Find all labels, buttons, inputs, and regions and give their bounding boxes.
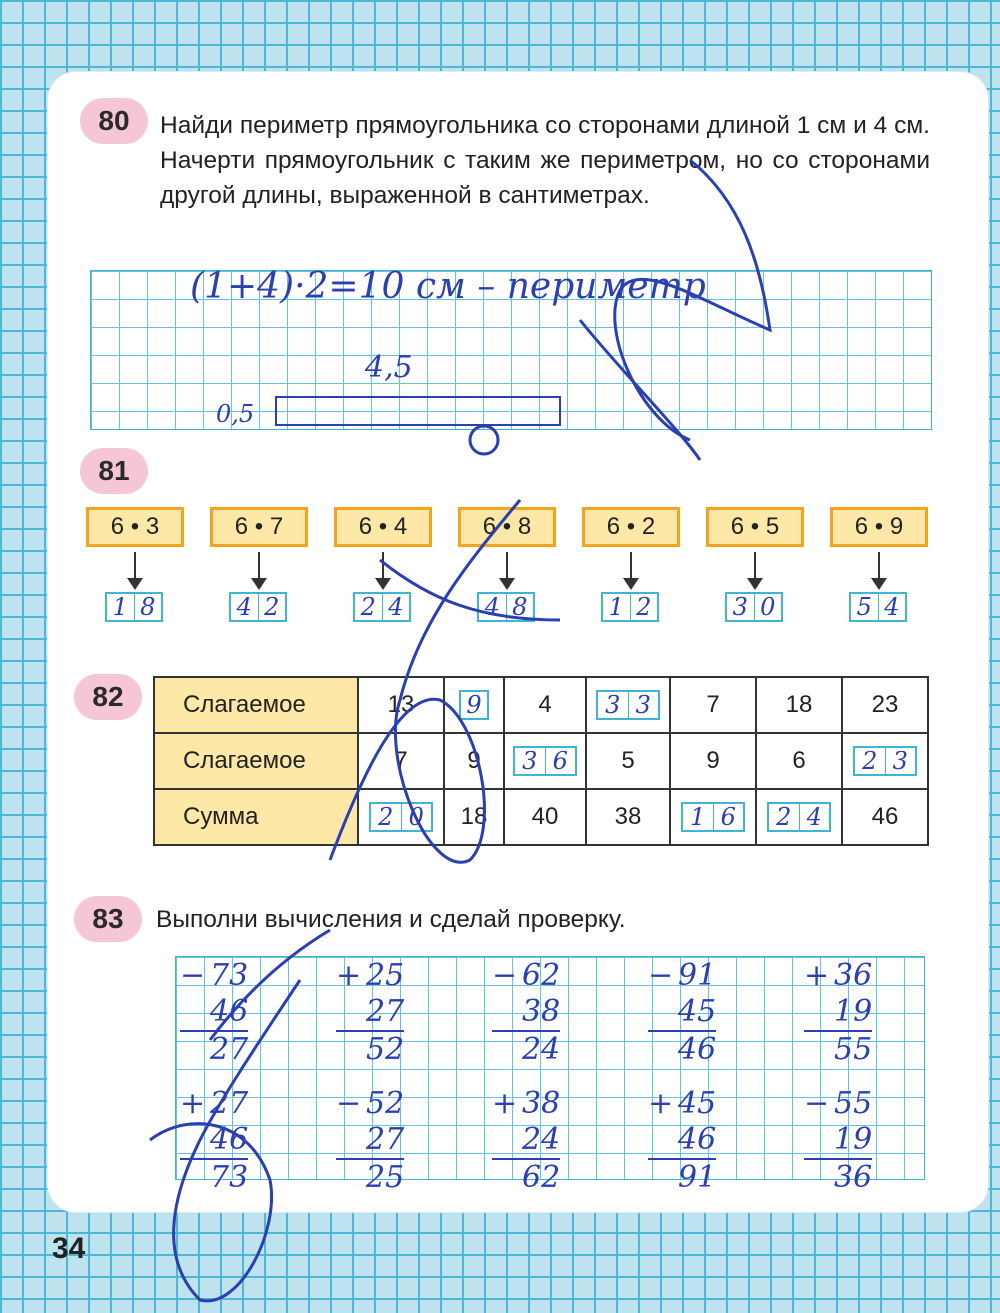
- answer-digit: 1: [683, 804, 714, 830]
- table-cell: 46: [842, 789, 928, 845]
- table-cell: 40: [504, 789, 586, 845]
- answer-digit: 8: [140, 593, 156, 621]
- row-label: Сумма: [154, 789, 358, 845]
- row-label: Слагаемое: [154, 733, 358, 789]
- answer-digit: 6: [552, 747, 568, 775]
- operand: 36: [834, 1160, 873, 1195]
- operand: 36: [834, 958, 873, 993]
- operand: 27: [366, 1122, 405, 1157]
- table-row: [154, 733, 928, 789]
- answer-box: [853, 746, 917, 776]
- table-cell: 7: [358, 733, 444, 789]
- answer-digit: 2: [264, 593, 280, 621]
- answer-digit: 4: [388, 593, 404, 621]
- operator-sign: +: [336, 958, 362, 993]
- operand: 19: [834, 994, 873, 1029]
- down-arrow-icon: [630, 552, 632, 582]
- task-number-badge: 82: [74, 674, 142, 720]
- column-calculation: [336, 958, 404, 1068]
- table-cell: 38: [586, 789, 670, 845]
- operand: 38: [522, 994, 561, 1029]
- multiplication-expression: 6 • 5: [706, 507, 804, 547]
- answer-digit: 8: [512, 593, 528, 621]
- column-calculation: [648, 1086, 716, 1196]
- operator-sign: +: [492, 1086, 518, 1121]
- table-cell: [756, 789, 842, 845]
- answer-digit: 1: [603, 594, 631, 620]
- operand: 24: [522, 1032, 561, 1067]
- operand: 62: [522, 1160, 561, 1195]
- column-calculation: [492, 1086, 560, 1196]
- row-label: Слагаемое: [154, 677, 358, 733]
- table-cell: 13: [358, 677, 444, 733]
- drawn-rectangle: [275, 396, 561, 426]
- operand: 62: [522, 958, 561, 993]
- answer-digit: 2: [855, 748, 886, 774]
- operand: 46: [678, 1122, 717, 1157]
- column-calculation: [804, 1086, 872, 1196]
- answer-digit: 2: [636, 593, 652, 621]
- answer-digit: 3: [515, 748, 546, 774]
- operator-sign: +: [804, 958, 830, 993]
- answer-digit: 3: [598, 692, 629, 718]
- task-number-badge: 81: [80, 448, 148, 494]
- operator-sign: −: [492, 958, 518, 993]
- answer-box: [477, 592, 535, 622]
- operand: 19: [834, 1122, 873, 1157]
- answer-box: [369, 802, 433, 832]
- task-number-badge: 80: [80, 98, 148, 144]
- operand: 46: [210, 994, 249, 1029]
- column-calculation: [804, 958, 872, 1068]
- answer-box: [849, 592, 907, 622]
- table-cell: [504, 733, 586, 789]
- table-cell: [444, 677, 504, 733]
- addition-table: [153, 676, 929, 846]
- down-arrow-icon: [258, 552, 260, 582]
- operator-sign: −: [804, 1086, 830, 1121]
- answer-box: [353, 592, 411, 622]
- operand: 46: [210, 1122, 249, 1157]
- down-arrow-icon: [878, 552, 880, 582]
- answer-digit: 9: [466, 691, 482, 719]
- answer-box: [105, 592, 163, 622]
- handwritten-formula: (1+4)·2=10 см – периметр: [190, 266, 706, 307]
- operand: 25: [366, 1160, 405, 1195]
- table-cell: 7: [670, 677, 756, 733]
- operand: 55: [834, 1032, 873, 1067]
- answer-digit: 3: [727, 594, 755, 620]
- answer-digit: 1: [107, 594, 135, 620]
- column-calculation: [492, 958, 560, 1068]
- column-calculation: [180, 958, 248, 1068]
- answer-box: [513, 746, 577, 776]
- down-arrow-icon: [754, 552, 756, 582]
- table-cell: 18: [444, 789, 504, 845]
- answer-digit: 0: [408, 803, 424, 831]
- multiplication-expression: 6 • 8: [458, 507, 556, 547]
- answer-digit: 3: [635, 691, 651, 719]
- table-cell: 9: [444, 733, 504, 789]
- answer-digit: 6: [720, 803, 736, 831]
- operand: 27: [210, 1086, 249, 1121]
- multiplication-expression: 6 • 9: [830, 507, 928, 547]
- task-80-text: Найди периметр прямоугольника со сторонами длиной 1 см и 4 см. Начерти прямоугольник с таким же периметром, но со сторонами другой длины, выраженной в сантиметрах.: [160, 112, 930, 209]
- task-number-badge: 83: [74, 896, 142, 942]
- answer-box: [767, 802, 831, 832]
- table-cell: [842, 733, 928, 789]
- answer-box: [596, 690, 660, 720]
- operator-sign: −: [180, 958, 206, 993]
- operand: 45: [678, 994, 717, 1029]
- operand: 45: [678, 1086, 717, 1121]
- multiplication-expression: 6 • 3: [86, 507, 184, 547]
- answer-box: [725, 592, 783, 622]
- table-cell: 9: [670, 733, 756, 789]
- column-calculation: [180, 1086, 248, 1196]
- operand: 24: [522, 1122, 561, 1157]
- answer-box: [681, 802, 745, 832]
- rect-side-label: 0,5: [216, 400, 255, 428]
- operand: 73: [210, 958, 249, 993]
- multiplication-expression: 6 • 2: [582, 507, 680, 547]
- operand: 52: [366, 1032, 405, 1067]
- operand: 91: [678, 958, 717, 993]
- rect-top-label: 4,5: [365, 350, 413, 385]
- operator-sign: −: [336, 1086, 362, 1121]
- table-cell: 23: [842, 677, 928, 733]
- answer-digit: 4: [806, 803, 822, 831]
- operator-sign: +: [648, 1086, 674, 1121]
- operand: 52: [366, 1086, 405, 1121]
- page-number: 34: [52, 1232, 86, 1265]
- operator-sign: +: [180, 1086, 206, 1121]
- operand: 27: [366, 994, 405, 1029]
- answer-digit: 4: [884, 593, 900, 621]
- table-cell: [670, 789, 756, 845]
- answer-digit: 5: [851, 594, 879, 620]
- operand: 91: [678, 1160, 717, 1195]
- table-row: [154, 677, 928, 733]
- multiplication-expression: 6 • 4: [334, 507, 432, 547]
- operator-sign: −: [648, 958, 674, 993]
- task-83-text: Выполни вычисления и сделай проверку.: [156, 906, 626, 933]
- answer-box: [601, 592, 659, 622]
- down-arrow-icon: [506, 552, 508, 582]
- multiplication-expression: 6 • 7: [210, 507, 308, 547]
- table-cell: [586, 677, 670, 733]
- down-arrow-icon: [134, 552, 136, 582]
- down-arrow-icon: [382, 552, 384, 582]
- table-cell: 4: [504, 677, 586, 733]
- table-cell: 5: [586, 733, 670, 789]
- operand: 25: [366, 958, 405, 993]
- operand: 73: [210, 1160, 249, 1195]
- answer-digit: 4: [479, 594, 507, 620]
- operand: 55: [834, 1086, 873, 1121]
- table-cell: 6: [756, 733, 842, 789]
- answer-digit: 3: [892, 747, 908, 775]
- table-row: [154, 789, 928, 845]
- operand: 27: [210, 1032, 249, 1067]
- answer-digit: 4: [231, 594, 259, 620]
- answer-digit: 2: [355, 594, 383, 620]
- column-calculation: [648, 958, 716, 1068]
- table-cell: [358, 789, 444, 845]
- operand: 38: [522, 1086, 561, 1121]
- column-calculation: [336, 1086, 404, 1196]
- answer-digit: 2: [769, 804, 800, 830]
- answer-box: [229, 592, 287, 622]
- answer-digit: 0: [760, 593, 776, 621]
- operand: 46: [678, 1032, 717, 1067]
- answer-digit: 2: [371, 804, 402, 830]
- table-cell: 18: [756, 677, 842, 733]
